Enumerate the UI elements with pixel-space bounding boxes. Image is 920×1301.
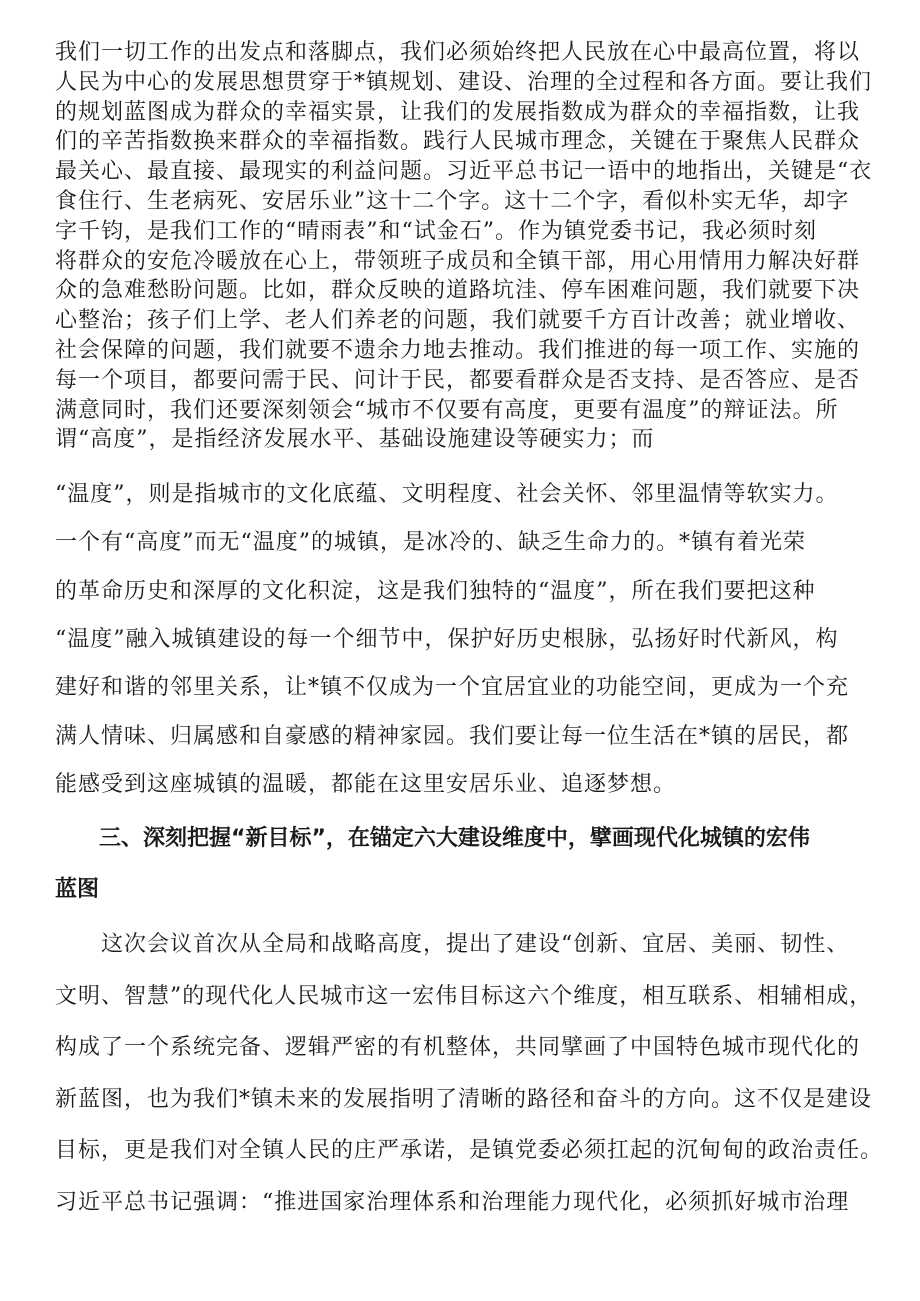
text-line: 一个有“高度”而无“温度”的城镇，是冰冷的、缺乏生命力的。*镇有着光荣 — [55, 530, 806, 556]
text-line: 字千钧，是我们工作的“晴雨表”和“试金石”。作为镇党委书记，我必须时刻 — [55, 218, 817, 244]
text-line: 构成了一个系统完备、逻辑严密的有机整体，共同擘画了中国特色城市现代化的 — [55, 1035, 861, 1061]
text-line: 将群众的安危冷暖放在心上，带领班子成员和全镇干部，用心用情用力解决好群 — [55, 248, 861, 274]
text-line: 谓“高度”，是指经济发展水平、基础设施建设等硬实力；而 — [55, 427, 655, 453]
text-line: 目标，更是我们对全镇人民的庄严承诺，是镇党委必须扛起的沉甸甸的政治责任。 — [55, 1138, 884, 1164]
text-line: “温度”融入城镇建设的每一个细节中，保护好历史根脉，弘扬好时代新风，构 — [55, 627, 839, 653]
text-line: 心整治；孩子们上学、老人们养老的问题，我们就要千方百计改善；就业增收、 — [55, 308, 861, 334]
text-line: 建好和谐的邻里关系，让*镇不仅成为一个宜居宜业的功能空间，更成为一个充 — [55, 675, 850, 701]
text-line: 每一个项目，都要问需于民、问计于民，都要看群众是否支持、是否答应、是否 — [55, 367, 861, 393]
document-page — [55, 38, 884, 1228]
text-line: 这次会议首次从全局和战略高度，提出了建设“创新、宜居、美丽、韧性、 — [101, 932, 850, 958]
heading-line: 蓝图 — [55, 877, 100, 903]
text-line: 们的辛苦指数换来群众的幸福指数。践行人民城市理念，关键在于聚焦人民群众 — [55, 129, 861, 155]
text-line: 社会保障的问题，我们就要不遗余力地去推动。我们推进的每一项工作、实施的 — [55, 337, 861, 363]
text-line: 的规划蓝图成为群众的幸福实景，让我们的发展指数成为群众的幸福指数，让我 — [55, 99, 861, 125]
text-line: 人民为中心的发展思想贯穿于*镇规划、建设、治理的全过程和各方面。要让我们 — [55, 69, 873, 95]
text-line: 文明、智慧”的现代化人民城市这一宏伟目标这六个维度，相互联系、相辅相成， — [55, 983, 873, 1009]
text-line: 食住行、生老病死、安居乐业”这十二个字。这十二个字，看似朴实无华，却字 — [55, 188, 850, 214]
paragraph-people-centered — [55, 38, 875, 455]
text-line: 满意同时，我们还要深刻领会“城市不仅要有高度，更要有温度”的辩证法。所 — [55, 397, 839, 423]
text-line: “温度”，则是指城市的文化底蕴、文明程度、社会关怀、邻里温情等软实力。 — [55, 482, 839, 508]
text-line: 的革命历史和深厚的文化积淀，这是我们独特的“温度”，所在我们要把这种 — [55, 578, 816, 604]
text-line: 习近平总书记强调：“推进国家治理体系和治理能力现代化，必须抓好城市治理 — [55, 1189, 850, 1215]
text-line: 满人情味、归属感和自豪感的精神家园。我们要让每一位生活在*镇的居民，都 — [55, 723, 850, 749]
section-heading — [55, 813, 875, 915]
heading-line: 三、深刻把握“新目标”，在锚定六大建设维度中，擘画现代化城镇的宏伟 — [99, 826, 810, 852]
paragraph-new-goals — [55, 919, 884, 1228]
text-line: 最关心、最直接、最现实的利益问题。习近平总书记一语中的地指出，关键是“衣 — [55, 159, 873, 185]
text-line: 能感受到这座城镇的温暖，都能在这里安居乐业、追逐梦想。 — [55, 771, 677, 797]
text-line: 新蓝图，也为我们*镇未来的发展指明了清晰的路径和奋斗的方向。这不仅是建设 — [55, 1086, 873, 1112]
text-line: 我们一切工作的出发点和落脚点，我们必须始终把人民放在心中最高位置，将以 — [55, 40, 861, 65]
paragraph-warmth — [55, 471, 875, 809]
text-line: 众的急难愁盼问题。比如，群众反映的道路坑洼、停车困难问题，我们就要下决 — [55, 278, 861, 304]
